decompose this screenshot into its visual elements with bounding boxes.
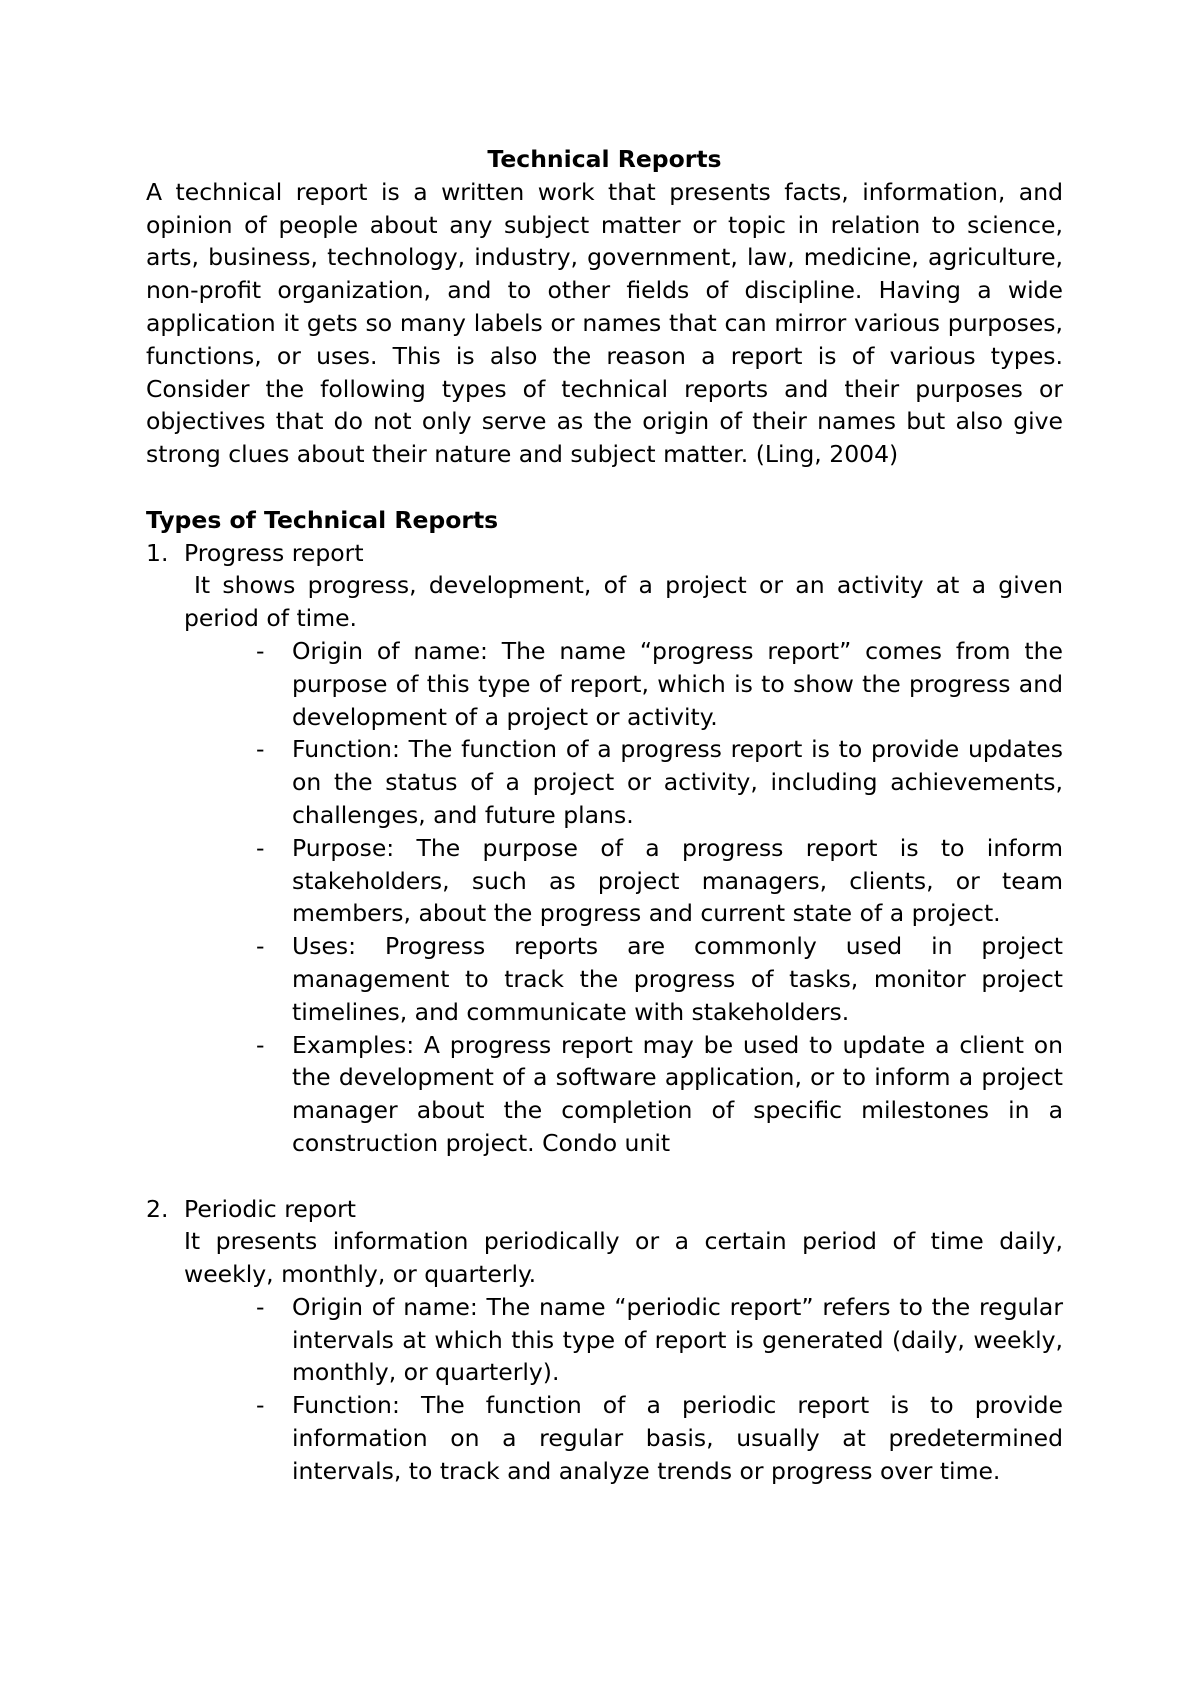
list-item — [146, 635, 1063, 733]
report-type-heading — [146, 537, 1063, 570]
dash-bullet-icon: - — [256, 735, 265, 764]
report-type-item — [146, 1193, 1063, 1488]
list-item — [146, 733, 1063, 831]
intro-paragraph: A technical report is a written work that presents facts, information, and opinion of people about any subject matter or topic in relation to science, arts, business, technology, industry, government, law, medicine, agriculture, non-profit organization, and to other fields of discipline. Having a wide application it gets so many labels or names that can mirror various purposes, functions, or uses. This is also the reason a report is of various types. Consider the following types of technical reports and their purposes or objectives that do not only serve as the origin of their names but also give strong clues about their nature and subject matter. (Ling, 2004) — [146, 177, 1063, 469]
bullet-text: Origin of name: The name “progress report” comes from the purpose of this type of report, which is to show the progress and development of a project or activity. — [292, 636, 1063, 731]
report-type-item — [146, 537, 1063, 1160]
bullet-text: Uses: Progress reports are commonly used in project management to track the progress of tasks, monitor project timelines, and communicate with stakeholders. — [292, 932, 1063, 1026]
bullet-text: Purpose: The purpose of a progress report is to inform stakeholders, such as project managers, clients, or team members, about the progress and current state of a project. — [292, 833, 1063, 928]
report-type-name: Progress report — [184, 538, 364, 567]
bullet-list — [146, 635, 1063, 1160]
dash-bullet-icon: - — [256, 1030, 265, 1059]
dash-bullet-icon: - — [256, 932, 265, 961]
list-item — [146, 930, 1063, 1028]
dash-bullet-icon: - — [256, 1292, 265, 1321]
bullet-list — [146, 1291, 1063, 1488]
paragraph-spacer — [146, 471, 1063, 504]
bullet-text: Function: The function of a progress report is to provide updates on the status of a project or activity, including achievements, challenges, and future plans. — [292, 735, 1063, 829]
report-type-description: It presents information periodically or a certain period of time daily, weekly, monthly, or quarterly. — [184, 1227, 1063, 1289]
document-body — [146, 143, 1063, 1488]
bullet-text: Origin of name: The name “periodic report” refers to the regular intervals at which this type of report is generated (daily, weekly, monthly, or quarterly). — [292, 1292, 1063, 1387]
dash-bullet-icon: - — [256, 1391, 265, 1420]
bullet-text: Examples: A progress report may be used to update a client on the development of a software application, or to inform a project manager about the completion of specific milestones in a construction project. Condo unit — [292, 1030, 1063, 1157]
list-item — [146, 1291, 1063, 1389]
list-item — [146, 832, 1063, 930]
dash-bullet-icon: - — [256, 833, 265, 862]
list-item — [146, 1389, 1063, 1487]
bullet-text: Function: The function of a periodic report is to provide information on a regular basis, usually at predetermined intervals, to track and analyze trends or progress over time. — [292, 1391, 1063, 1485]
list-item — [146, 1029, 1063, 1160]
section-heading: Types of Technical Reports — [146, 505, 499, 534]
document-title: Technical Reports — [487, 145, 722, 173]
report-type-name: Periodic report — [184, 1194, 356, 1223]
report-type-description: It shows progress, development, of a project or an activity at a given period of time. — [184, 571, 1063, 633]
list-number: 1. — [146, 538, 169, 567]
list-number: 2. — [146, 1194, 169, 1223]
report-type-heading — [146, 1193, 1063, 1226]
paragraph-spacer — [146, 1160, 1063, 1193]
dash-bullet-icon: - — [256, 636, 265, 665]
